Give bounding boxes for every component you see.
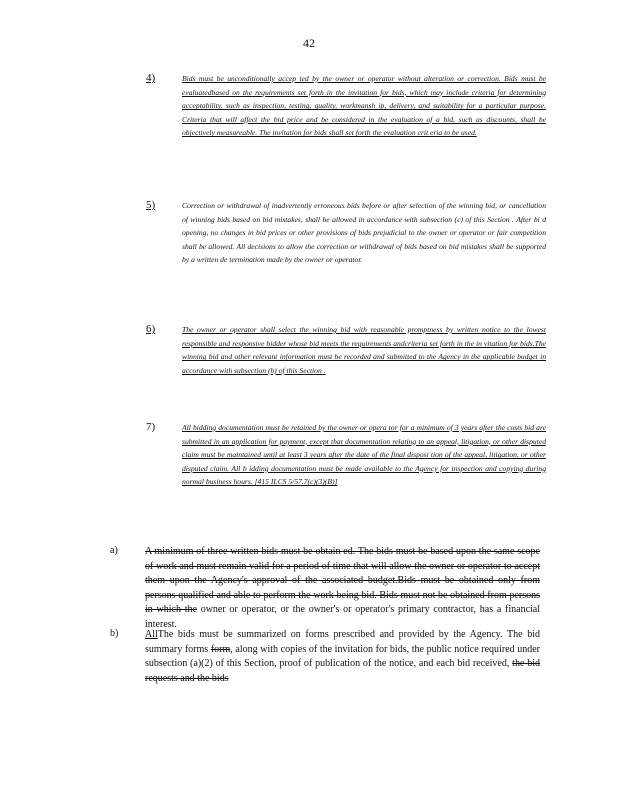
item-number: 7) xyxy=(146,421,156,433)
item-number: 5) xyxy=(146,199,156,211)
list-item xyxy=(146,199,546,267)
item-text: Correction or withdrawal of inadvertently erroneous bids before or after selection of the winning bid, or cancellation of winning bids based on bid mistakes, shall be allowed in accordance with subsection (c) of this Section . After bi d opening, no changes in bid prices or other provisions of bids prejudicial to the owner or operator or fair competition shall be allowed. All decisions to allow the correction or withdrawal of bids based on bid mistakes shall be supported by a written de termination made by the owner or operator. xyxy=(182,201,546,265)
item-text: All bidding documentation must be retained by the owner or opera tor for a minimum of 3 years after the costs bid are submitted in an application for payment, except that documentation relating to an appeal, litigation, or other disputed claim must be maintained until at least 3 years after the date of the final disposi tion of the appeal, litigation, or other disputed claim. All b idding documentation must be made available to the Agency for inspection and copying during normal business hours. [415 ILCS 5/57.7(c)(3)(B)] xyxy=(182,423,546,487)
paragraph-a xyxy=(110,545,540,632)
paragraph-label: b) xyxy=(110,628,119,639)
paragraph-label: a) xyxy=(110,545,118,556)
item-text: The owner or operator shall select the winning bid with reasonable promptness by written notice to the lowest responsible and responsive bidder whose bid meets the requirements andcriteria set forth in the in vitation for bids.The winning bid and other relevant information must be recorded and submitted to the Agency in the applicable budget in accordance with subsection (b) of this Section . xyxy=(182,325,546,375)
item-number: 4) xyxy=(146,72,156,84)
item-number: 6) xyxy=(146,323,156,335)
struck-text: form xyxy=(210,643,231,655)
paragraph-text-plain: The bids must be summarized on forms prescribed and provided by the Agency. The bid summary forms xyxy=(145,629,540,655)
struck-text: A minimum of three written bids must be obtain ed. The bids must be based upon the same scope of work and must remain valid for a period of time that will allow the owner or operator to accept them upon the Agency's approval of the associated budget.Bids must be obtained only from persons qualified and able to perform the work being bid. Bids must not be obtained from persons in which the xyxy=(145,546,540,615)
added-text: All xyxy=(145,629,158,640)
paragraph-text xyxy=(145,628,540,686)
item-text: Bids must be unconditionally accep ted by the owner or operator without alteration or correction. Bids must be evaluatedbased on the requirements set forth in the invitation for bids, which may include criteria for determining acceptability, such as inspection, testing, quality, workmansh ip, delivery, and suitability for a particular purpose. Criteria that will affect the bid price and be considered in the evaluation of a bid, such as discounts, shall be objectively measureable. The invitation for bids shall set forth the evaluation crit eria to be used. xyxy=(182,74,546,138)
list-item xyxy=(146,421,546,489)
paragraph-text xyxy=(145,545,540,632)
list-item xyxy=(146,72,546,140)
struck-text: the bid requests and the bids xyxy=(145,658,541,684)
paragraph-b xyxy=(110,628,540,686)
list-item xyxy=(146,323,546,377)
paragraph-text-plain: owner or operator, or the owner's or operator's primary contractor, has a financial interest. xyxy=(145,604,541,630)
page-number: 42 xyxy=(303,36,315,50)
paragraph-text-plain: , along with copies of the invitation for bids, the public notice required under subsection (a)(2) of this Section, proof of publication of the notice, and each bid received, xyxy=(145,643,541,669)
